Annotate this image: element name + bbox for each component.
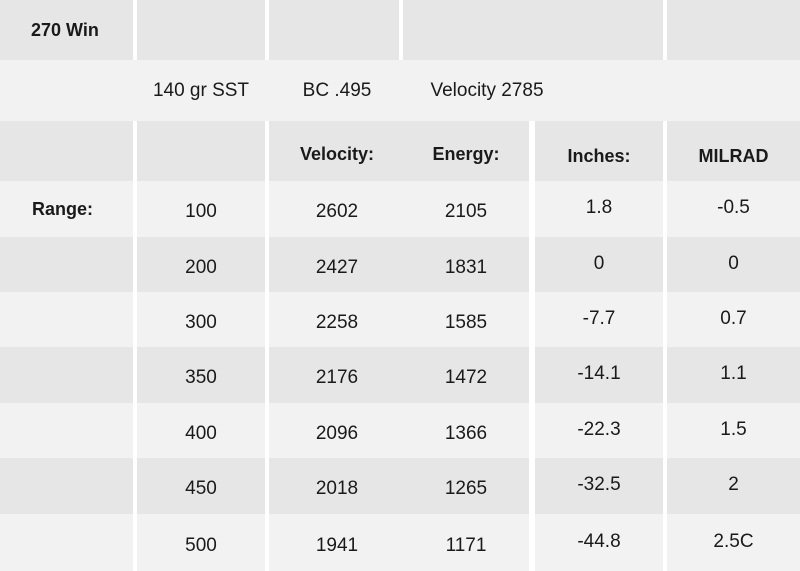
- header-velocity: Velocity:: [269, 121, 405, 181]
- milrad-value: -0.5: [667, 181, 800, 237]
- table-title: 270 Win: [0, 0, 133, 60]
- inches-value: -44.8: [535, 514, 663, 571]
- range-column-cell: [0, 237, 133, 292]
- range-value: 100: [137, 181, 265, 237]
- range-value: 300: [137, 292, 265, 347]
- title-row-cell: [137, 0, 265, 60]
- range-value: 500: [137, 514, 265, 571]
- title-row-cell: [269, 0, 399, 60]
- velocity-value: 2427: [269, 237, 405, 292]
- range-value: 400: [137, 403, 265, 458]
- inches-value: -32.5: [535, 458, 663, 514]
- velocity-value: 2258: [269, 292, 405, 347]
- range-column-cell: [0, 514, 133, 571]
- header-cell: [0, 121, 133, 181]
- range-column-cell: [0, 292, 133, 347]
- milrad-value: 2.5C: [667, 514, 800, 571]
- energy-value: 1585: [403, 292, 529, 347]
- energy-value: 1831: [403, 237, 529, 292]
- range-label: Range:: [32, 198, 94, 219]
- range-value: 200: [137, 237, 265, 292]
- velocity-value: 2018: [269, 458, 405, 514]
- milrad-value: 0: [667, 237, 800, 292]
- energy-value: 2105: [403, 181, 529, 237]
- header-inches: Inches:: [535, 121, 663, 181]
- range-column-cell: [0, 403, 133, 458]
- inches-value: 0: [535, 237, 663, 292]
- range-column-cell: [0, 347, 133, 403]
- title-row-cell: [667, 0, 800, 60]
- inches-value: -7.7: [535, 292, 663, 347]
- range-value: 350: [137, 347, 265, 403]
- velocity-value: 1941: [269, 514, 405, 571]
- velocity-value: 2602: [269, 181, 405, 237]
- energy-value: 1472: [403, 347, 529, 403]
- velocity-info-label: Velocity 2785: [430, 79, 544, 101]
- energy-value: 1366: [403, 403, 529, 458]
- milrad-value: 2: [667, 458, 800, 514]
- velocity-value: 2096: [269, 403, 405, 458]
- range-value: 450: [137, 458, 265, 514]
- energy-value: 1265: [403, 458, 529, 514]
- inches-value: -14.1: [535, 347, 663, 403]
- velocity-value: 2176: [269, 347, 405, 403]
- inches-value: 1.8: [535, 181, 663, 237]
- milrad-value: 1.1: [667, 347, 800, 403]
- inches-value: -22.3: [535, 403, 663, 458]
- header-milrad: MILRAD: [667, 121, 800, 181]
- milrad-value: 0.7: [667, 292, 800, 347]
- milrad-value: 1.5: [667, 403, 800, 458]
- bc-label: BC .495: [302, 79, 372, 101]
- energy-value: 1171: [403, 514, 529, 571]
- header-cell: [137, 121, 265, 181]
- title-row-cell: [403, 0, 663, 60]
- bullet-label: 140 gr SST: [152, 79, 250, 101]
- header-energy: Energy:: [403, 121, 529, 181]
- range-column-cell: [0, 458, 133, 514]
